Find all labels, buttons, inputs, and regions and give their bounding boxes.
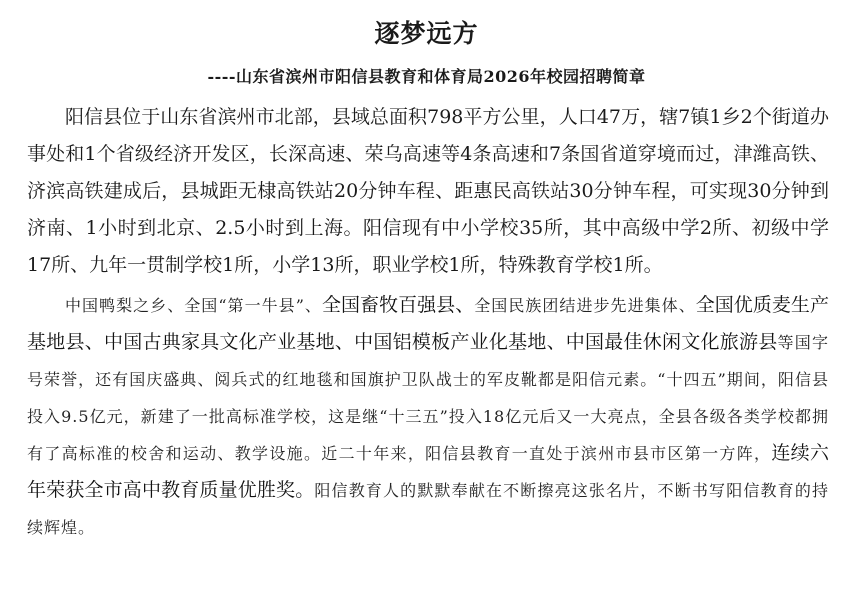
honors-segment-1: 中国鸭梨之乡、全国“第一牛县”、 (65, 296, 322, 315)
honors-segment-7: 阳信教育人的默默奉献在不断擦亮这张名片，不断书写阳信教育的持续辉煌。 (27, 481, 829, 537)
honors-segment-3: 全国民族团结进步先进集体、 (474, 296, 696, 315)
paragraph-honors (27, 287, 829, 546)
document-subtitle: ----山东省滨州市阳信县教育和体育局2026年校园招聘简章 (207, 67, 646, 86)
honors-segment-2: 全国畜牧百强县、 (321, 294, 475, 316)
paragraph-intro: 阳信县位于山东省滨州市北部，县域总面积798平方公里，人口47万，辖7镇1乡2个街道办事处和1个省级经济开发区，长深高速、荣乌高速等4条高速和7条国省道穿境而过，津潍高铁、济滨高铁建成后，县城距无棣高铁站20分钟车程、距惠民高铁站30分钟车程，可实现30分钟到济南、1小时到北京、2.5小时到上海。阳信现有中小学校35所，其中高级中学2所、初级中学17所、九年一贯制学校1所，小学13所，职业学校1所，特殊教育学校1所。 (27, 106, 829, 276)
honors-segment-5: 等国字号荣誉，还有国庆盛典、阅兵式的红地毯和国旗护卫队战士的军皮靴都是阳信元素。“十四五”期间，阳信县投入9.5亿元，新建了一批高标准学校，这是继“十三五”投入18亿元后又一大亮点，全县各级各类学校都拥有了高标准的校舍和运动、教学设施。近二十年来，阳信县教育一直处于滨州市县市区第一方阵， (27, 333, 829, 463)
honors-segment-4: 全国优质麦生产基地县、中国古典家具文化产业基地、中国铝模板产业化基地、中国最佳休闲文化旅游县 (27, 294, 829, 353)
document-title: 逐梦远方 (374, 19, 479, 48)
honors-segment-6: 连续六年荣获全市高中教育质量优胜奖。 (27, 442, 829, 501)
